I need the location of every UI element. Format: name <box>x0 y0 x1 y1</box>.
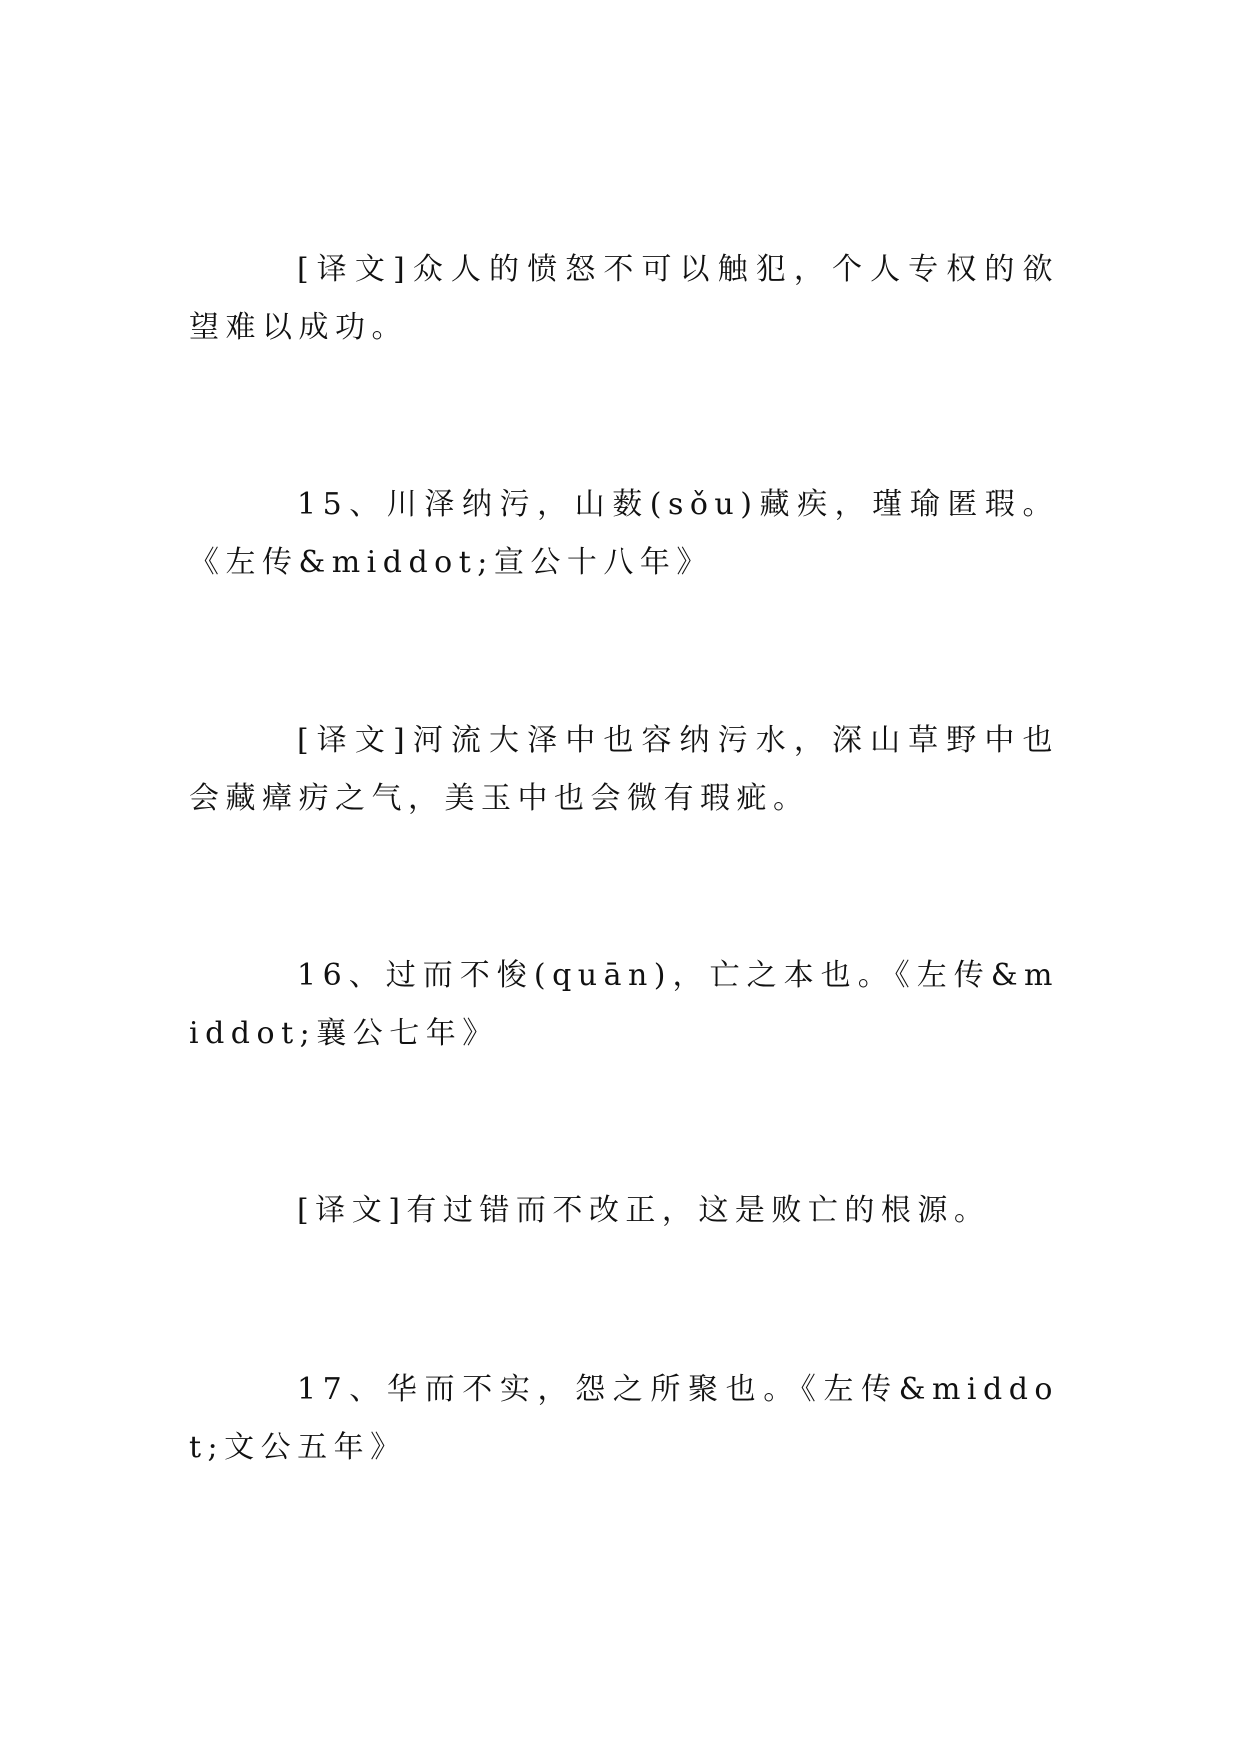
translation-paragraph-14: [译文]众人的愤怒不可以触犯，个人专权的欲望难以成功。 <box>189 252 1059 345</box>
quote-paragraph-15: 15、川泽纳污，山薮(sǒu)藏疾，瑾瑜匿瑕。《左传&middot;宣公十八年》 <box>189 487 1059 580</box>
quote-paragraph-16: 16、过而不悛(quān)，亡之本也。《左传&middot;襄公七年》 <box>189 958 1059 1051</box>
quote-paragraph-17: 17、华而不实，怨之所聚也。《左传&middot;文公五年》 <box>189 1372 1059 1465</box>
translation-paragraph-16: [译文]有过错而不改正，这是败亡的根源。 <box>297 1193 991 1228</box>
translation-paragraph-15: [译文]河流大泽中也容纳污水，深山草野中也会藏瘴疠之气，美玉中也会微有瑕疵。 <box>189 723 1059 816</box>
